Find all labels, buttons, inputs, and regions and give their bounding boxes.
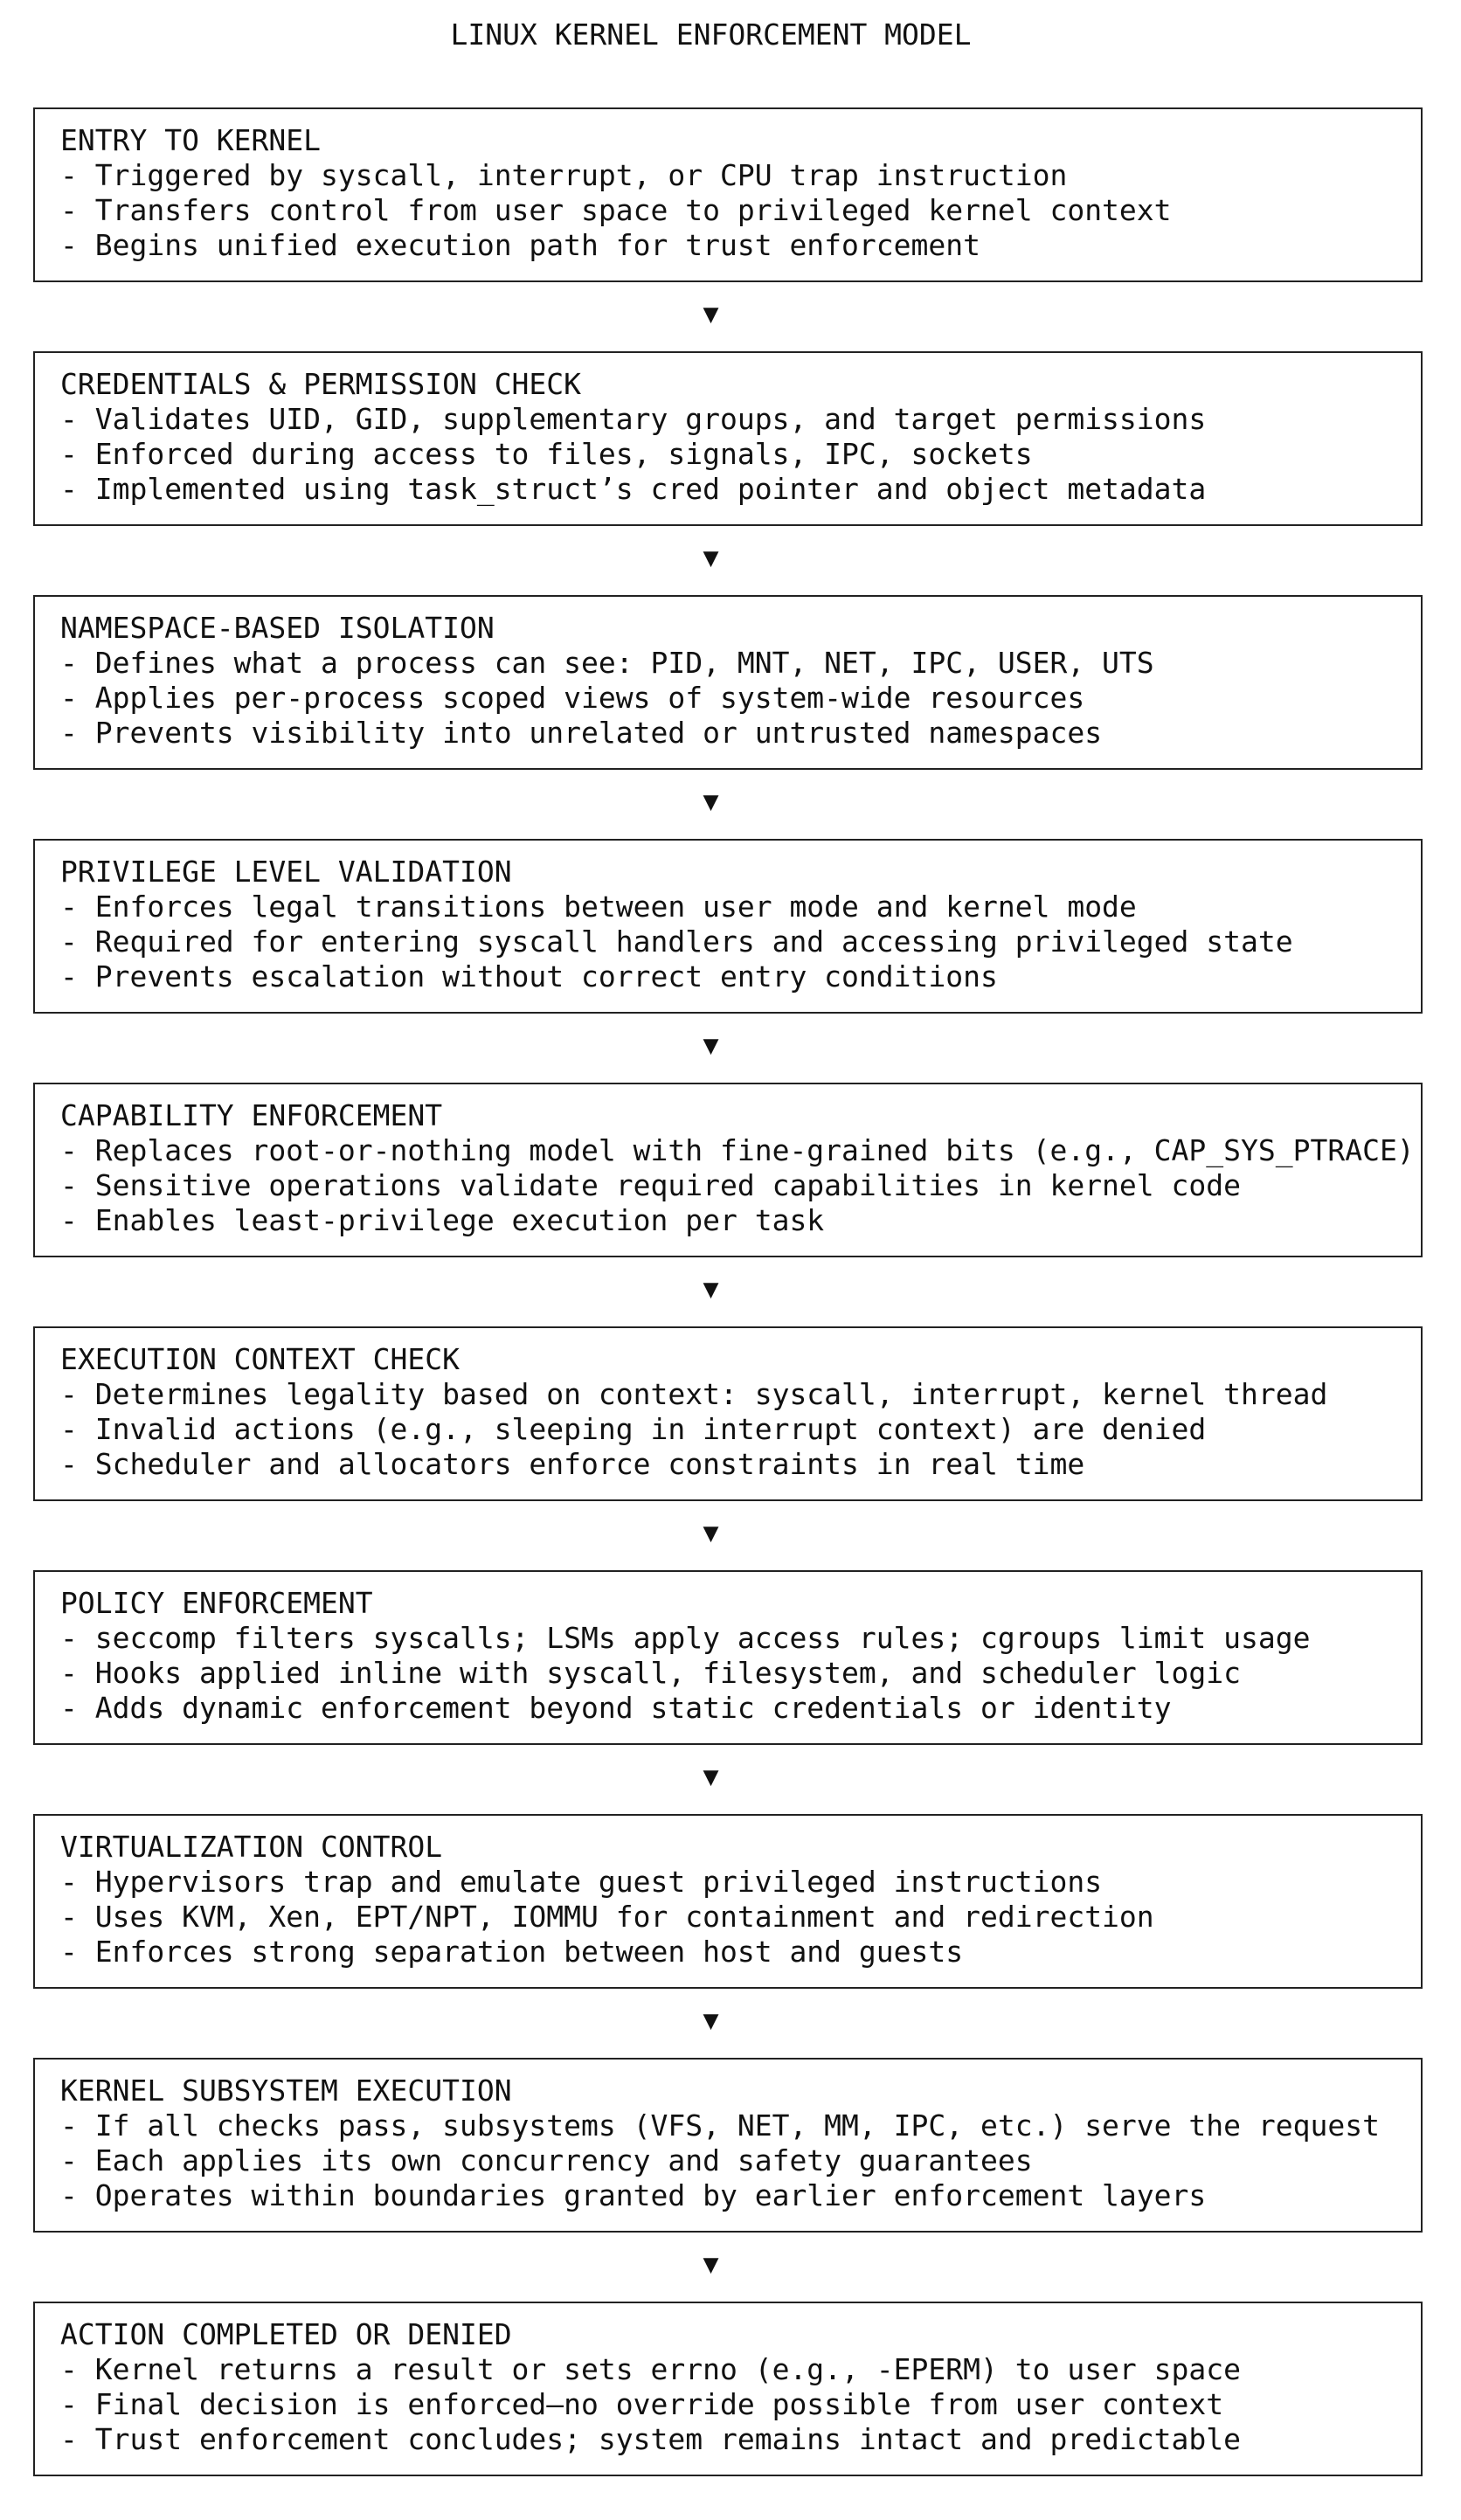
stage-detail-line: - Triggered by syscall, interrupt, or CPU trap instruction [60, 158, 1068, 192]
flow-arrow-icon: ▼ [703, 1030, 719, 1061]
stage-detail-line: - Scheduler and allocators enforce constraints in real time [60, 1447, 1085, 1481]
stage-box [33, 839, 1423, 1014]
flow-arrow-icon: ▼ [703, 1518, 719, 1548]
stage-detail-line: - If all checks pass, subsystems (VFS, NET, MM, IPC, etc.) serve the request [60, 2108, 1380, 2143]
stage-heading: CREDENTIALS & PERMISSION CHECK [60, 367, 582, 401]
stage-detail-line: - Each applies its own concurrency and safety guarantees [60, 2143, 1033, 2177]
diagram-title: LINUX KERNEL ENFORCEMENT MODEL [450, 17, 972, 52]
stage-box [33, 1570, 1423, 1745]
stage-detail-line: - Replaces root-or-nothing model with fine-grained bits (e.g., CAP_SYS_PTRACE) [60, 1133, 1415, 1167]
stage-detail-line: - Begins unified execution path for trust enforcement [60, 228, 980, 262]
stage-detail-line: - Determines legality based on context: syscall, interrupt, kernel thread [60, 1377, 1328, 1411]
stage-box [33, 107, 1423, 282]
stage-detail-line: - Transfers control from user space to privileged kernel context [60, 193, 1172, 227]
stage-box [33, 1326, 1423, 1501]
flow-arrow-icon: ▼ [703, 299, 719, 329]
stage-box [33, 1814, 1423, 1989]
stage-detail-line: - Prevents visibility into unrelated or untrusted namespaces [60, 716, 1103, 750]
stage-detail-line: - Hypervisors trap and emulate guest privileged instructions [60, 1865, 1103, 1899]
stage-heading: NAMESPACE-BASED ISOLATION [60, 611, 495, 645]
stage-detail-line: - Applies per-process scoped views of system-wide resources [60, 681, 1085, 715]
stage-heading: EXECUTION CONTEXT CHECK [60, 1342, 460, 1376]
stage-detail-line: - Uses KVM, Xen, EPT/NPT, IOMMU for containment and redirection [60, 1900, 1154, 1934]
stage-detail-line: - Enforces strong separation between host and guests [60, 1935, 964, 1969]
stage-heading: ENTRY TO KERNEL [60, 123, 322, 157]
flow-arrow-icon: ▼ [703, 786, 719, 817]
stage-detail-line: - Validates UID, GID, supplementary groups, and target permissions [60, 402, 1207, 436]
flow-arrow-icon: ▼ [703, 1274, 719, 1305]
stage-detail-line: - Enforces legal transitions between user mode and kernel mode [60, 890, 1137, 924]
stage-detail-line: - Defines what a process can see: PID, MNT, NET, IPC, USER, UTS [60, 646, 1154, 680]
stage-box [33, 1083, 1423, 1257]
stage-detail-line: - Hooks applied inline with syscall, filesystem, and scheduler logic [60, 1656, 1242, 1690]
stage-box [33, 595, 1423, 770]
stage-detail-line: - Implemented using task_struct’s cred pointer and object metadata [60, 472, 1207, 506]
stage-heading: CAPABILITY ENFORCEMENT [60, 1098, 443, 1132]
stage-detail-line: - seccomp filters syscalls; LSMs apply access rules; cgroups limit usage [60, 1621, 1311, 1655]
stage-detail-line: - Operates within boundaries granted by earlier enforcement layers [60, 2178, 1207, 2212]
stage-detail-line: - Sensitive operations validate required capabilities in kernel code [60, 1168, 1242, 1202]
stage-heading: KERNEL SUBSYSTEM EXECUTION [60, 2073, 512, 2108]
stage-heading: ACTION COMPLETED OR DENIED [60, 2317, 512, 2351]
stage-detail-line: - Required for entering syscall handlers and accessing privileged state [60, 924, 1293, 959]
stage-detail-line: - Enables least-privilege execution per task [60, 1203, 825, 1237]
stage-heading: PRIVILEGE LEVEL VALIDATION [60, 855, 512, 889]
stage-detail-line: - Enforced during access to files, signals, IPC, sockets [60, 437, 1033, 471]
flow-arrow-icon: ▼ [703, 543, 719, 573]
stage-heading: POLICY ENFORCEMENT [60, 1586, 373, 1620]
stage-box [33, 2058, 1423, 2233]
stage-heading: VIRTUALIZATION CONTROL [60, 1830, 443, 1864]
stage-detail-line: - Invalid actions (e.g., sleeping in interrupt context) are denied [60, 1412, 1207, 1446]
stage-detail-line: - Trust enforcement concludes; system remains intact and predictable [60, 2422, 1242, 2456]
stage-detail-line: - Kernel returns a result or sets errno (e.g., -EPERM) to user space [60, 2352, 1242, 2386]
stage-detail-line: - Final decision is enforced—no override possible from user context [60, 2387, 1224, 2421]
flow-arrow-icon: ▼ [703, 2005, 719, 2036]
stage-box [33, 351, 1423, 526]
stage-detail-line: - Prevents escalation without correct entry conditions [60, 959, 998, 993]
stage-detail-line: - Adds dynamic enforcement beyond static credentials or identity [60, 1691, 1172, 1725]
flow-arrow-icon: ▼ [703, 1762, 719, 1792]
flow-arrow-icon: ▼ [703, 2249, 719, 2280]
stage-box [33, 2302, 1423, 2476]
